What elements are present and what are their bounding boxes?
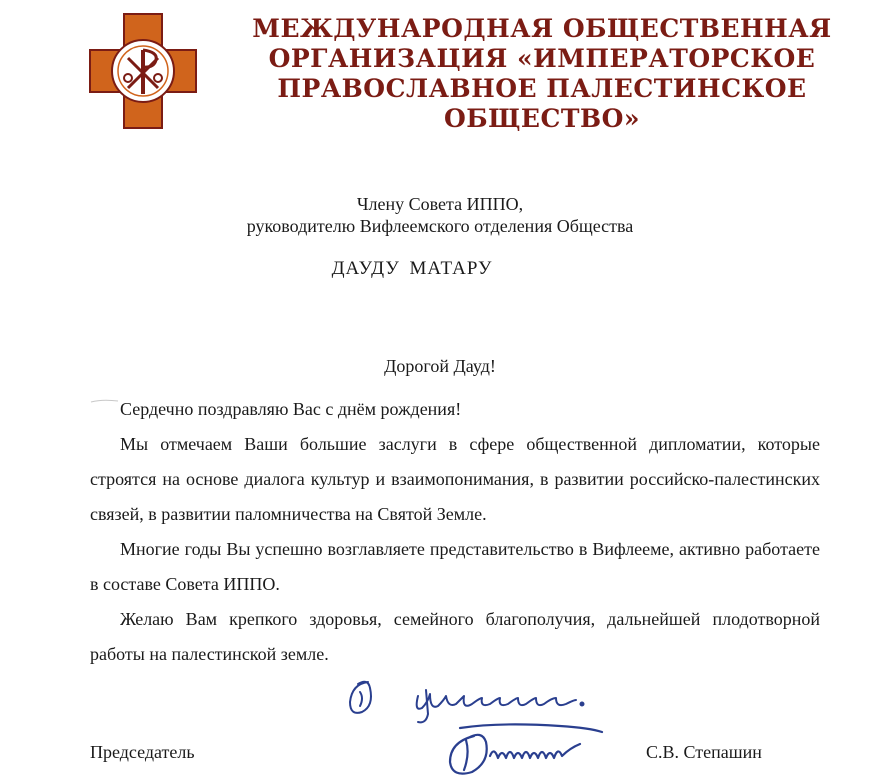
body-paragraph: Сердечно поздравляю Вас с днём рождения! bbox=[120, 399, 462, 419]
signer-name: С.В. Степашин bbox=[646, 742, 762, 762]
addressee-line: Члену Совета ИППО, bbox=[356, 194, 524, 214]
society-logo-icon bbox=[88, 12, 198, 130]
autograph-signature bbox=[440, 718, 610, 784]
addressee-block bbox=[160, 193, 720, 237]
salutation: Дорогой Дауд! bbox=[384, 356, 496, 376]
org-name-line: ПРАВОСЛАВНОЕ ПАЛЕСТИНСКОЕ ОБЩЕСТВО» bbox=[277, 74, 807, 133]
organization-name bbox=[222, 14, 862, 134]
body-paragraph: Многие годы Вы успешно возглавляете представительство в Вифлееме, активно работаете в составе Совета ИППО. bbox=[90, 539, 820, 594]
letter-body bbox=[90, 392, 820, 672]
signer-title: Председатель bbox=[90, 742, 195, 762]
body-paragraph: Мы отмечаем Ваши большие заслуги в сфере общественной дипломатии, которые строятся на основе диалога культур и взаимопонимания, в развитии российско-палестинских связей, в развитии паломничества на Святой Земле. bbox=[90, 434, 820, 524]
org-name-line: ОРГАНИЗАЦИЯ «ИМПЕРАТОРСКОЕ bbox=[268, 44, 816, 73]
body-paragraph: Желаю Вам крепкого здоровья, семейного благополучия, дальнейшей плодотворной работы на палестинской земле. bbox=[90, 609, 820, 664]
addressee-line: руководителю Вифлеемского отделения Общества bbox=[246, 216, 634, 236]
org-name-line: МЕЖДУНАРОДНАЯ ОБЩЕСТВЕННАЯ bbox=[252, 14, 832, 43]
recipient-name: ДАУДУ МАТАРУ bbox=[331, 258, 493, 279]
